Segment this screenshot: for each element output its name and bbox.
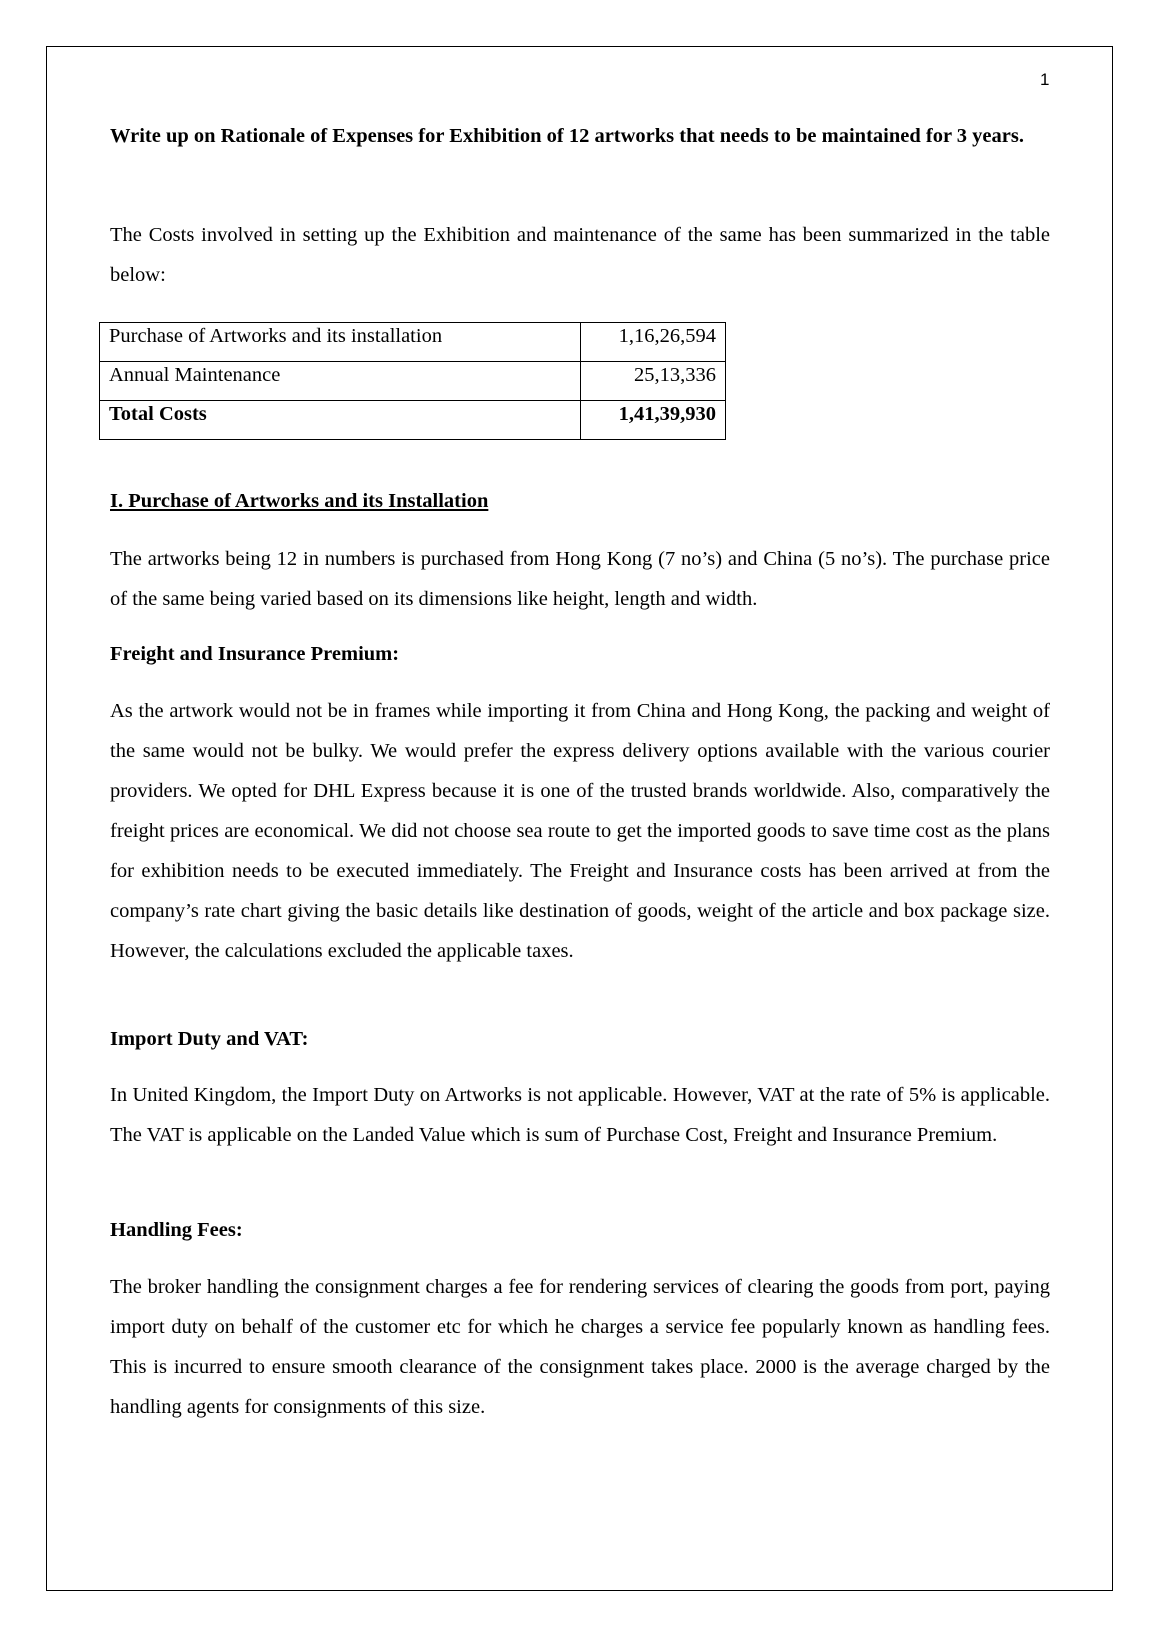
row-value: 25,13,336	[581, 362, 726, 401]
section-paragraph-purchase: The artworks being 12 in numbers is purchased from Hong Kong (7 no’s) and China (5 no’s). The purchase price of the same being varied based on its dimensions like height, length and width.	[110, 548, 1050, 610]
heading-import-duty: Import Duty and VAT:	[110, 1028, 309, 1050]
table-row-total	[100, 401, 726, 440]
paragraph-freight: As the artwork would not be in frames while importing it from China and Hong Kong, the packing and weight of the same would not be bulky. We would prefer the express delivery options available with the various courier providers. We opted for DHL Express because it is one of the trusted brands worldwide. Also, comparatively the freight prices are economical. We did not choose sea route to get the imported goods to save time cost as the plans for exhibition needs to be executed immediately. The Freight and Insurance costs has been arrived at from the company’s rate chart giving the basic details like destination of goods, weight of the article and box package size. However, the calculations excluded the applicable taxes.	[110, 700, 1050, 962]
row-label: Total Costs	[100, 401, 581, 440]
table-row	[100, 323, 726, 362]
page-number: 1	[1040, 70, 1050, 89]
paragraph-handling-fees: The broker handling the consignment charges a fee for rendering services of clearing the goods from port, paying import duty on behalf of the customer etc for which he charges a service fee popularly known as handling fees. This is incurred to ensure smooth clearance of the consignment takes place. 2000 is the average charged by the handling agents for consignments of this size.	[110, 1276, 1050, 1418]
heading-freight: Freight and Insurance Premium:	[110, 643, 400, 665]
heading-handling-fees: Handling Fees:	[110, 1219, 243, 1241]
paragraph-import-duty: In United Kingdom, the Import Duty on Artworks is not applicable. However, VAT at the rate of 5% is applicable. The VAT is applicable on the Landed Value which is sum of Purchase Cost, Freight and Insurance Premium.	[110, 1084, 1050, 1146]
section-heading-purchase: I. Purchase of Artworks and its Installation	[110, 490, 489, 512]
row-value: 1,16,26,594	[581, 323, 726, 362]
intro-paragraph: The Costs involved in setting up the Exhibition and maintenance of the same has been summarized in the table below:	[110, 224, 1050, 286]
document-title: Write up on Rationale of Expenses for Exhibition of 12 artworks that needs to be maintained for 3 years.	[110, 125, 1024, 147]
cost-summary-table	[99, 322, 726, 440]
row-value: 1,41,39,930	[581, 401, 726, 440]
table-row	[100, 362, 726, 401]
row-label: Purchase of Artworks and its installation	[100, 323, 581, 362]
row-label: Annual Maintenance	[100, 362, 581, 401]
